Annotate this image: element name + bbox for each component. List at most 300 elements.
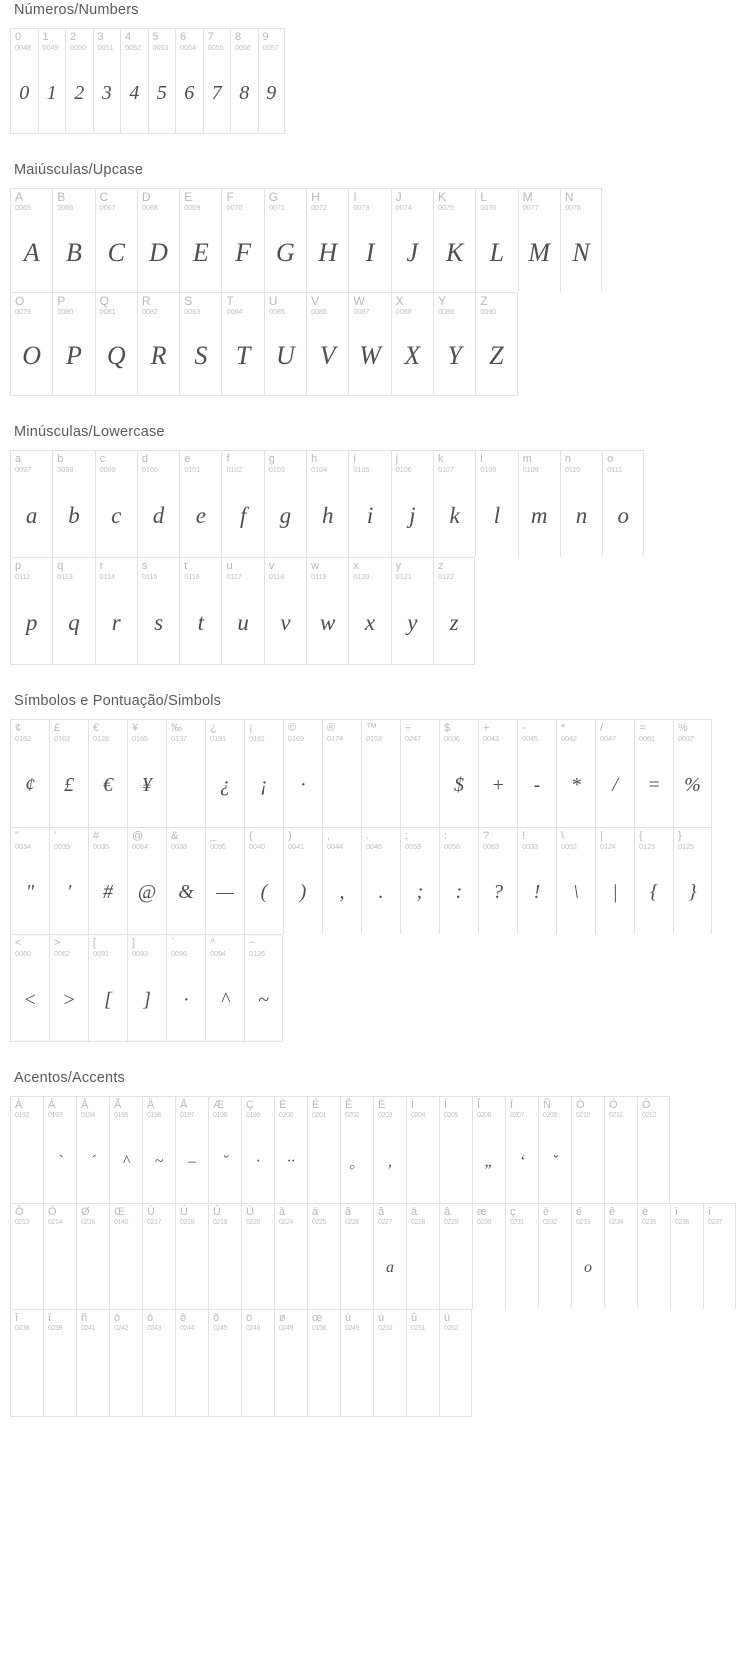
glyph-char-label: à bbox=[279, 1205, 286, 1218]
glyph-cell[interactable] bbox=[518, 188, 560, 291]
glyph-cell[interactable] bbox=[137, 557, 179, 665]
glyph-code-label: 0202 bbox=[345, 1112, 359, 1119]
glyph-cell[interactable] bbox=[38, 28, 66, 134]
glyph-char-label: á bbox=[312, 1205, 319, 1218]
glyph-cell[interactable] bbox=[571, 1096, 604, 1203]
glyph-cell[interactable] bbox=[49, 827, 88, 934]
glyph-cell-header bbox=[557, 720, 595, 744]
glyph-cell[interactable] bbox=[475, 292, 517, 396]
glyph-cell[interactable] bbox=[406, 1096, 439, 1203]
glyph-cell[interactable] bbox=[137, 292, 179, 396]
glyph-cell[interactable] bbox=[241, 1309, 274, 1417]
glyph-preview: % bbox=[684, 774, 701, 796]
glyph-code-label: 0241 bbox=[81, 1325, 95, 1333]
glyph-preview: — bbox=[216, 881, 234, 904]
glyph-preview: C bbox=[107, 237, 125, 267]
glyph-cell[interactable] bbox=[373, 1203, 406, 1310]
glyph-code-label: 0068 bbox=[141, 203, 158, 213]
glyph-code-label: 0106 bbox=[395, 464, 412, 474]
glyph-cell[interactable] bbox=[95, 450, 137, 557]
glyph-char-label: Ì bbox=[411, 1099, 415, 1111]
glyph-char-label: E bbox=[184, 190, 193, 205]
glyph-cell[interactable] bbox=[109, 1096, 142, 1203]
glyph-cell[interactable] bbox=[348, 188, 390, 291]
glyph-cell-header bbox=[671, 1204, 703, 1228]
glyph-cell[interactable] bbox=[109, 1309, 142, 1417]
glyph-code-label: 0196 bbox=[147, 1112, 161, 1119]
glyph-code-label: 0125 bbox=[678, 841, 694, 851]
glyph-code-label: 0140 bbox=[114, 1218, 128, 1226]
glyph-preview: . bbox=[378, 881, 384, 904]
glyph-cell-header bbox=[341, 1097, 373, 1121]
glyph-cell[interactable] bbox=[634, 719, 673, 826]
glyph-preview bbox=[110, 1227, 142, 1309]
glyph-char-label: A bbox=[15, 190, 24, 205]
glyph-cell[interactable] bbox=[306, 557, 348, 665]
glyph-preview bbox=[638, 1121, 669, 1203]
glyph-cell[interactable] bbox=[52, 450, 94, 557]
glyph-cell[interactable] bbox=[241, 1096, 274, 1203]
glyph-cell[interactable] bbox=[109, 1203, 142, 1310]
glyph-cell[interactable] bbox=[175, 1096, 208, 1203]
glyph-code-label: 0099 bbox=[99, 464, 116, 474]
glyph-cell[interactable] bbox=[120, 28, 148, 134]
glyph-cell[interactable] bbox=[241, 1203, 274, 1310]
glyph-cell[interactable] bbox=[472, 1203, 505, 1310]
glyph-cell[interactable] bbox=[391, 450, 433, 557]
glyph-char-label: 8 bbox=[235, 31, 242, 43]
glyph-cell[interactable] bbox=[148, 28, 176, 134]
glyph-char-label: L bbox=[480, 190, 487, 205]
glyph-cell-header bbox=[50, 720, 88, 744]
glyph-code-label: 0033 bbox=[522, 841, 538, 851]
glyph-char-label: Y bbox=[437, 293, 446, 308]
glyph-cell[interactable] bbox=[340, 1096, 373, 1203]
glyph-cell-header bbox=[638, 1204, 670, 1228]
glyph-cell[interactable] bbox=[439, 719, 478, 826]
glyph-cell-header bbox=[245, 935, 282, 959]
glyph-preview: U bbox=[276, 340, 295, 370]
glyph-cell-header bbox=[440, 1310, 471, 1334]
glyph-code-label: 0101 bbox=[184, 464, 201, 474]
glyph-cell-header bbox=[401, 828, 439, 852]
glyph-code-label: 0207 bbox=[510, 1112, 524, 1119]
glyph-code-label: 0209 bbox=[543, 1112, 557, 1119]
glyph-code-label: 0066 bbox=[57, 203, 74, 213]
glyph-preview: | bbox=[612, 881, 618, 904]
glyph-cell[interactable] bbox=[43, 1096, 76, 1203]
glyph-cell[interactable] bbox=[604, 1203, 637, 1310]
glyph-cell[interactable] bbox=[400, 719, 439, 826]
glyph-cell[interactable] bbox=[518, 450, 560, 557]
glyph-cell-header bbox=[180, 558, 221, 582]
glyph-cell[interactable] bbox=[560, 188, 602, 291]
glyph-code-label: 0045 bbox=[522, 734, 538, 744]
glyph-char-label: Ò bbox=[576, 1099, 585, 1111]
glyph-preview: q bbox=[68, 610, 80, 636]
glyph-cell[interactable] bbox=[307, 1309, 340, 1417]
glyph-code-label: 0097 bbox=[15, 464, 31, 474]
glyph-char-label: \ bbox=[561, 829, 565, 842]
glyph-preview: s bbox=[154, 610, 164, 636]
glyph-code-label: 0210 bbox=[576, 1112, 590, 1119]
glyph-cell[interactable] bbox=[221, 188, 263, 291]
glyph-cell[interactable] bbox=[65, 28, 93, 134]
glyph-cell-header bbox=[231, 29, 258, 53]
glyph-cell[interactable] bbox=[95, 292, 137, 396]
glyph-cell[interactable] bbox=[208, 1203, 241, 1310]
glyph-cell[interactable] bbox=[76, 1203, 109, 1310]
glyph-cell[interactable] bbox=[348, 292, 390, 396]
glyph-cell[interactable] bbox=[10, 827, 49, 934]
glyph-cell[interactable] bbox=[244, 934, 283, 1042]
glyph-cell[interactable] bbox=[230, 28, 258, 134]
glyph-cell[interactable] bbox=[283, 719, 322, 826]
glyph-cell-header bbox=[638, 1097, 669, 1121]
section-title-numbers: Números/Numbers bbox=[14, 2, 139, 18]
glyph-cell[interactable] bbox=[76, 1309, 109, 1417]
glyph-cell[interactable] bbox=[52, 188, 94, 291]
glyph-code-label: 0225 bbox=[312, 1218, 326, 1226]
glyph-cell[interactable] bbox=[127, 719, 166, 826]
glyph-code-label: 0249 bbox=[345, 1325, 359, 1333]
glyph-cell[interactable] bbox=[10, 450, 52, 557]
glyph-cell-header bbox=[349, 451, 390, 475]
glyph-code-label: 0090 bbox=[480, 306, 497, 316]
glyph-cell[interactable] bbox=[244, 719, 283, 826]
glyph-cell[interactable] bbox=[433, 557, 475, 665]
glyph-code-label: 0246 bbox=[246, 1325, 260, 1333]
glyph-cell[interactable] bbox=[95, 557, 137, 665]
glyph-preview: > bbox=[62, 988, 76, 1011]
glyph-cell-header bbox=[180, 189, 221, 213]
glyph-cell[interactable] bbox=[137, 450, 179, 557]
glyph-code-label: 0094 bbox=[210, 948, 226, 958]
glyph-cell[interactable] bbox=[602, 450, 644, 557]
glyph-cell[interactable] bbox=[670, 1203, 703, 1310]
glyph-char-label: n bbox=[564, 452, 571, 465]
glyph-preview bbox=[440, 1334, 471, 1416]
glyph-cell[interactable] bbox=[307, 1203, 340, 1310]
glyph-cell-header bbox=[476, 293, 516, 317]
glyph-cell[interactable] bbox=[433, 450, 475, 557]
glyph-cell[interactable] bbox=[264, 292, 306, 396]
glyph-cell[interactable] bbox=[258, 28, 286, 134]
glyph-cell[interactable] bbox=[538, 1096, 571, 1203]
glyph-cell[interactable] bbox=[264, 188, 306, 291]
glyph-char-label: = bbox=[639, 722, 646, 735]
glyph-preview: - bbox=[533, 774, 541, 796]
glyph-cell[interactable] bbox=[433, 188, 475, 291]
glyph-preview: ¡ bbox=[260, 774, 268, 796]
glyph-code-label: 0197 bbox=[180, 1112, 194, 1119]
glyph-cell-header bbox=[110, 1097, 142, 1121]
glyph-cell[interactable] bbox=[475, 450, 517, 557]
glyph-code-label: 0211 bbox=[609, 1112, 623, 1119]
glyph-cell[interactable] bbox=[439, 1309, 472, 1417]
glyph-cell[interactable] bbox=[406, 1203, 439, 1310]
glyph-cell[interactable] bbox=[322, 827, 361, 934]
glyph-code-label: 0238 bbox=[15, 1325, 29, 1333]
glyph-char-label: É bbox=[312, 1099, 320, 1111]
glyph-cell-header bbox=[180, 451, 221, 475]
glyph-cell[interactable] bbox=[475, 188, 517, 291]
glyph-char-label: ÷ bbox=[405, 722, 412, 735]
glyph-preview: ‘ bbox=[519, 1152, 525, 1170]
glyph-code-label: 0100 bbox=[141, 464, 158, 474]
glyph-cell[interactable] bbox=[142, 1309, 175, 1417]
glyph-preview bbox=[308, 1121, 340, 1203]
glyph-char-label: : bbox=[444, 829, 448, 842]
glyph-cell-header bbox=[11, 1204, 43, 1228]
glyph-cell[interactable] bbox=[203, 28, 231, 134]
glyph-cell[interactable] bbox=[208, 1309, 241, 1417]
glyph-code-label: 0213 bbox=[15, 1218, 29, 1226]
glyph-preview bbox=[275, 1334, 307, 1416]
glyph-cell[interactable] bbox=[264, 450, 306, 557]
glyph-code-label: 0220 bbox=[246, 1218, 260, 1226]
glyph-cell-header bbox=[143, 1204, 175, 1228]
glyph-preview bbox=[167, 745, 205, 827]
glyph-preview: ˘ bbox=[222, 1152, 228, 1170]
glyph-code-label: 0034 bbox=[15, 841, 31, 851]
glyph-cell-header bbox=[53, 451, 94, 475]
glyph-cell-header bbox=[11, 293, 52, 317]
glyph-cell[interactable] bbox=[76, 1096, 109, 1203]
glyph-cell-header bbox=[605, 1097, 637, 1121]
glyph-cell[interactable] bbox=[560, 450, 602, 557]
glyph-cell-header bbox=[265, 451, 306, 475]
glyph-cell[interactable] bbox=[348, 450, 390, 557]
glyph-cell[interactable] bbox=[244, 827, 283, 934]
section-accents bbox=[10, 1068, 722, 1439]
glyph-preview: · bbox=[256, 1152, 260, 1170]
glyph-preview: " bbox=[25, 881, 35, 904]
glyph-cell[interactable] bbox=[673, 827, 712, 934]
glyph-cell[interactable] bbox=[205, 934, 244, 1042]
glyph-preview: R bbox=[150, 340, 167, 370]
glyph-code-label: 0162 bbox=[15, 734, 31, 744]
glyph-cell[interactable] bbox=[274, 1203, 307, 1310]
glyph-cell[interactable] bbox=[137, 188, 179, 291]
glyph-cell[interactable] bbox=[52, 292, 94, 396]
glyph-preview: b bbox=[68, 503, 80, 528]
glyph-cell[interactable] bbox=[478, 827, 517, 934]
glyph-cell[interactable] bbox=[556, 827, 595, 934]
glyph-cell[interactable] bbox=[142, 1096, 175, 1203]
glyph-char-label: ] bbox=[132, 936, 136, 949]
glyph-cell[interactable] bbox=[391, 292, 433, 396]
glyph-char-label: Å bbox=[180, 1099, 188, 1111]
glyph-cell[interactable] bbox=[10, 1096, 43, 1203]
glyph-code-label: 0230 bbox=[477, 1218, 491, 1226]
glyph-cell[interactable] bbox=[391, 557, 433, 665]
glyph-cell[interactable] bbox=[179, 292, 221, 396]
glyph-char-label: r bbox=[99, 560, 104, 572]
glyph-cell[interactable] bbox=[179, 450, 221, 557]
glyph-cell[interactable] bbox=[439, 827, 478, 934]
glyph-row bbox=[10, 28, 285, 134]
glyph-char-label: y bbox=[395, 560, 402, 572]
glyph-preview: L bbox=[489, 237, 505, 267]
glyph-preview: { bbox=[650, 881, 658, 904]
glyph-cell[interactable] bbox=[322, 719, 361, 826]
glyph-cell[interactable] bbox=[505, 1203, 538, 1310]
glyph-cell[interactable] bbox=[127, 827, 166, 934]
glyph-cell[interactable] bbox=[179, 188, 221, 291]
glyph-cell[interactable] bbox=[205, 827, 244, 934]
glyph-cell[interactable] bbox=[10, 1309, 43, 1417]
glyph-cell[interactable] bbox=[306, 188, 348, 291]
glyph-preview bbox=[77, 1227, 109, 1309]
glyph-cell[interactable] bbox=[10, 719, 49, 826]
glyph-code-label: 0063 bbox=[483, 841, 499, 851]
glyph-cell[interactable] bbox=[52, 557, 94, 665]
glyph-cell[interactable] bbox=[571, 1203, 604, 1310]
glyph-cell[interactable] bbox=[49, 719, 88, 826]
glyph-cell[interactable] bbox=[49, 934, 88, 1042]
glyph-preview: T bbox=[235, 340, 251, 370]
glyph-cell[interactable] bbox=[595, 719, 634, 826]
glyph-cell[interactable] bbox=[595, 827, 634, 934]
glyph-cell[interactable] bbox=[10, 28, 38, 134]
glyph-cell[interactable] bbox=[175, 1203, 208, 1310]
glyph-cell[interactable] bbox=[406, 1309, 439, 1417]
glyph-char-label: b bbox=[57, 452, 64, 465]
glyph-cell-header bbox=[476, 451, 517, 475]
glyph-cell[interactable] bbox=[205, 719, 244, 826]
glyph-cell[interactable] bbox=[373, 1309, 406, 1417]
glyph-cell[interactable] bbox=[274, 1096, 307, 1203]
glyph-cell[interactable] bbox=[166, 827, 205, 934]
glyph-cell[interactable] bbox=[472, 1096, 505, 1203]
glyph-preview: @ bbox=[137, 881, 157, 904]
glyph-preview bbox=[473, 1227, 505, 1309]
glyph-cell[interactable] bbox=[88, 827, 127, 934]
glyph-cell[interactable] bbox=[175, 28, 203, 134]
glyph-cell[interactable] bbox=[307, 1096, 340, 1203]
glyph-cell[interactable] bbox=[391, 188, 433, 291]
glyph-preview: V bbox=[319, 340, 336, 370]
glyph-cell[interactable] bbox=[604, 1096, 637, 1203]
glyph-cell[interactable] bbox=[175, 1309, 208, 1417]
glyph-char-label: N bbox=[564, 190, 574, 205]
glyph-cell-header bbox=[374, 1204, 406, 1228]
glyph-cell[interactable] bbox=[400, 827, 439, 934]
section-title-lowercase: Minúsculas/Lowercase bbox=[14, 423, 165, 440]
glyph-cell[interactable] bbox=[142, 1203, 175, 1310]
glyph-cell[interactable] bbox=[556, 719, 595, 826]
glyph-cell[interactable] bbox=[439, 1096, 472, 1203]
glyph-preview: ? bbox=[493, 881, 503, 904]
glyph-preview: a bbox=[386, 1259, 394, 1277]
glyph-char-label: ; bbox=[405, 829, 409, 842]
glyph-cell-header bbox=[206, 720, 244, 744]
glyph-char-label: Æ bbox=[213, 1099, 224, 1111]
glyph-char-label: Ã bbox=[114, 1099, 122, 1111]
glyph-cell[interactable] bbox=[340, 1309, 373, 1417]
glyph-cell[interactable] bbox=[221, 557, 263, 665]
glyph-code-label: 0073 bbox=[353, 203, 370, 213]
glyph-cell-header bbox=[635, 828, 673, 852]
glyph-code-label: 0057 bbox=[262, 43, 279, 52]
glyph-cell[interactable] bbox=[43, 1309, 76, 1417]
glyph-cell[interactable] bbox=[208, 1096, 241, 1203]
glyph-cell[interactable] bbox=[43, 1203, 76, 1310]
glyph-cell[interactable] bbox=[517, 827, 556, 934]
glyph-cell[interactable] bbox=[306, 292, 348, 396]
glyph-cell[interactable] bbox=[673, 719, 712, 826]
glyph-code-label: 0243 bbox=[147, 1325, 161, 1333]
glyph-cell[interactable] bbox=[10, 934, 49, 1042]
glyph-cell[interactable] bbox=[221, 292, 263, 396]
glyph-preview bbox=[407, 1334, 439, 1416]
glyph-cell[interactable] bbox=[10, 188, 52, 291]
glyph-cell[interactable] bbox=[127, 934, 166, 1042]
glyph-cell[interactable] bbox=[637, 1096, 670, 1203]
glyph-cell[interactable] bbox=[10, 557, 52, 665]
glyph-cell[interactable] bbox=[93, 28, 121, 134]
glyph-cell[interactable] bbox=[637, 1203, 670, 1310]
glyph-char-label: [ bbox=[93, 936, 97, 949]
glyph-cell[interactable] bbox=[88, 719, 127, 826]
glyph-code-label: 0124 bbox=[600, 841, 616, 851]
glyph-cell[interactable] bbox=[517, 719, 556, 826]
glyph-code-label: 0040 bbox=[249, 841, 265, 851]
section-numbers bbox=[10, 0, 651, 156]
glyph-preview: I bbox=[365, 237, 375, 267]
glyph-cell[interactable] bbox=[95, 188, 137, 291]
glyph-cell[interactable] bbox=[10, 1203, 43, 1310]
glyph-char-label: ó bbox=[147, 1312, 154, 1325]
glyph-cell[interactable] bbox=[166, 719, 205, 826]
glyph-cell[interactable] bbox=[634, 827, 673, 934]
glyph-code-label: 0043 bbox=[483, 734, 499, 744]
glyph-cell[interactable] bbox=[433, 292, 475, 396]
glyph-cell[interactable] bbox=[348, 557, 390, 665]
glyph-cell-header bbox=[96, 451, 137, 475]
glyph-cell-header bbox=[519, 189, 560, 213]
glyph-cell[interactable] bbox=[340, 1203, 373, 1310]
glyph-cell[interactable] bbox=[306, 450, 348, 557]
glyph-cell-header bbox=[89, 828, 127, 852]
glyph-cell[interactable] bbox=[538, 1203, 571, 1310]
glyph-grid-uppercase bbox=[10, 188, 651, 396]
glyph-char-label: P bbox=[57, 293, 66, 308]
glyph-cell[interactable] bbox=[274, 1309, 307, 1417]
glyph-cell[interactable] bbox=[283, 827, 322, 934]
glyph-cell[interactable] bbox=[264, 557, 306, 665]
glyph-char-label: t bbox=[184, 560, 188, 572]
glyph-cell[interactable] bbox=[439, 1203, 472, 1310]
glyph-cell[interactable] bbox=[88, 934, 127, 1042]
glyph-cell[interactable] bbox=[478, 719, 517, 826]
glyph-cell[interactable] bbox=[10, 292, 52, 396]
glyph-cell[interactable] bbox=[361, 719, 400, 826]
glyph-cell-header bbox=[206, 828, 244, 852]
glyph-cell[interactable] bbox=[361, 827, 400, 934]
glyph-preview: $ bbox=[454, 774, 464, 796]
glyph-cell-header bbox=[209, 1310, 241, 1334]
glyph-cell[interactable] bbox=[221, 450, 263, 557]
glyph-cell[interactable] bbox=[505, 1096, 538, 1203]
glyph-cell[interactable] bbox=[179, 557, 221, 665]
glyph-preview: c bbox=[111, 503, 122, 528]
glyph-cell[interactable] bbox=[703, 1203, 736, 1310]
section-title-uppercase: Maiúsculas/Upcase bbox=[14, 162, 144, 179]
glyph-cell[interactable] bbox=[373, 1096, 406, 1203]
glyph-cell[interactable] bbox=[166, 934, 205, 1042]
